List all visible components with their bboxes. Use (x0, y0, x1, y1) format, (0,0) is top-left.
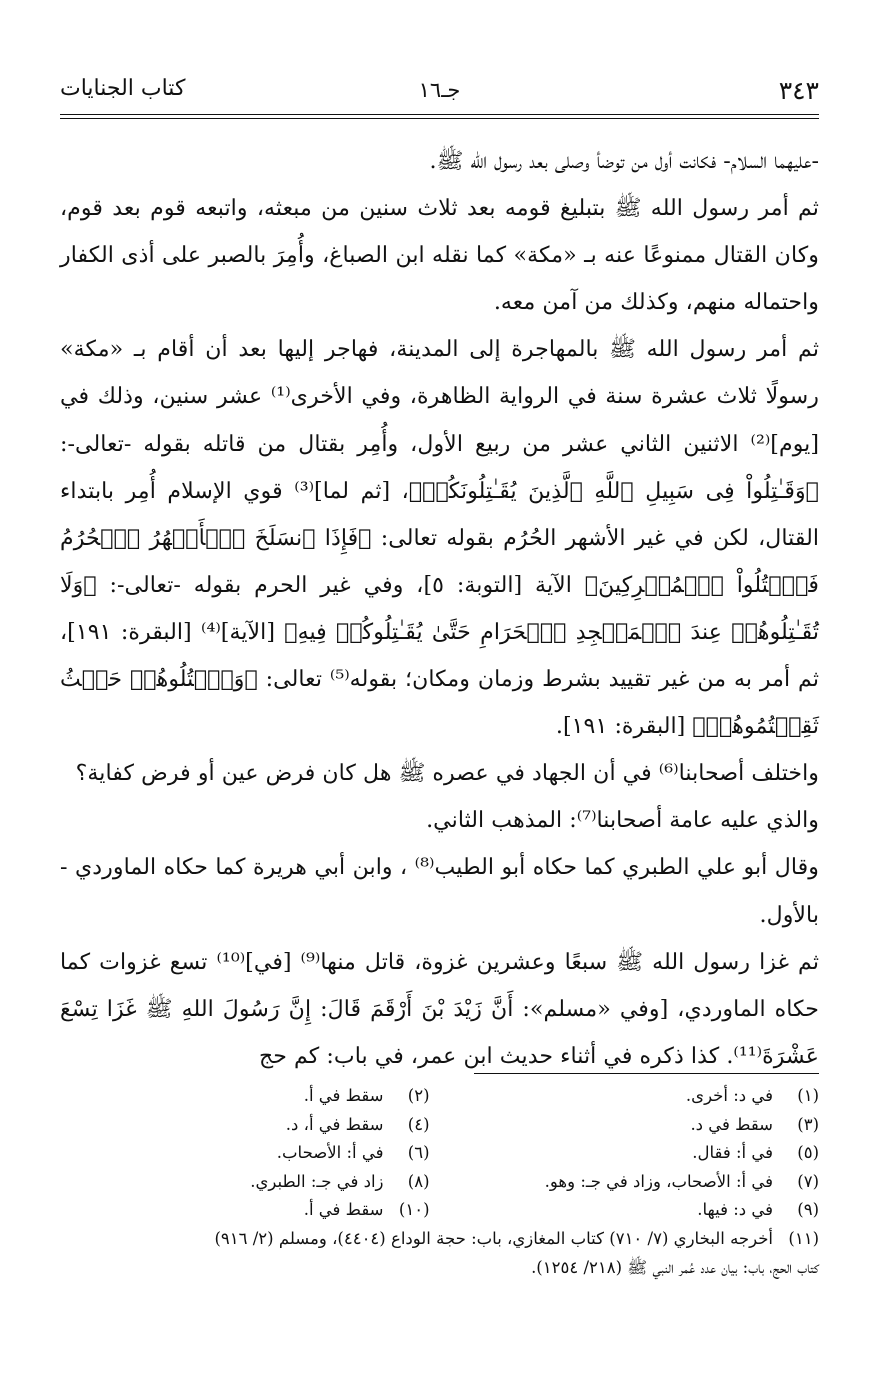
footnote-long (60, 1225, 819, 1254)
book-title: كتاب الجنايات (60, 76, 186, 101)
paragraph: -عليهما السلام- فكانت أول من توضأ وصلى بعد رسول الله ﷺ. (429, 148, 819, 174)
footnote-number: (٥) (797, 1143, 819, 1163)
footnote-text: سقط في أ. (303, 1200, 384, 1220)
footnote (450, 1196, 820, 1225)
footnote (60, 1111, 430, 1140)
paragraph: ثم أمر رسول الله ﷺ بتبليغ قومه بعد ثلاث سنين من مبعثه، واتبعه قوم بعد قوم، وكان القتال ممنوعًا عنه بـ «مكة» كما نقله ابن الصباغ، وأُمِرَ بالصبر على أذى الكفار واحتماله منهم، وكذلك من آمن معه. (60, 195, 819, 316)
footnote-text: كتاب الحج، باب: بيان عدد عُمر النبي ﷺ (٢١٨/ ١٢٥٤). (531, 1257, 819, 1277)
footnote-text: في أ: فقال. (692, 1143, 773, 1163)
main-text (60, 138, 819, 1080)
footnote (450, 1168, 820, 1197)
footnote (60, 1082, 430, 1111)
footnote-number: (٧) (797, 1171, 819, 1191)
footnote-separator (474, 1073, 819, 1074)
paragraph: والذي عليه عامة أصحابنا⁽⁷⁾: المذهب الثاني. (426, 807, 819, 834)
footnote (60, 1168, 430, 1197)
footnote-text: في أ: الأصحاب، وزاد في جـ: وهو. (544, 1171, 773, 1191)
footnote-text: سقط في د. (690, 1114, 773, 1134)
footnote-number: (٢) (407, 1086, 430, 1105)
footnote-number: (١٠) (398, 1200, 430, 1220)
footnote (60, 1139, 430, 1168)
paragraph: ثم غزا رسول الله ﷺ سبعًا وعشرين غزوة، قاتل منها⁽⁹⁾ [في]⁽¹⁰⁾ تسع غزوات كما حكاه الماوردي، [وفي «مسلم»: أَنَّ زَيْدَ بْنَ أَرْقَمَ قَالَ: إِنَّ رَسُولَ اللهِ ﷺ غَزَا تِسْعَ عَشْرَةَ⁽¹¹⁾. كذا ذكره في أثناء حديث ابن عمر، في باب: كم حج (60, 948, 820, 1069)
header-rule-inner (60, 118, 819, 119)
footnote (450, 1111, 820, 1140)
footnote-text: في أ: الأصحاب. (276, 1143, 384, 1163)
footnote-long-continued (60, 1254, 819, 1283)
header-rule (60, 114, 819, 115)
footnote-number: (٨) (407, 1171, 430, 1191)
footnote (60, 1196, 430, 1225)
footnote-text: سقط في أ. (303, 1086, 384, 1105)
footnote-number: (٤) (407, 1114, 430, 1134)
footnote-number: (١١) (788, 1228, 819, 1248)
footnote-grid (60, 1082, 819, 1225)
paragraph: ثم أمر رسول الله ﷺ بالمهاجرة إلى المدينة، فهاجر إليها بعد أن أقام بـ «مكة» رسولًا ثلاث عشرة سنة في الرواية الظاهرة، وفي الأخرى⁽¹⁾ عشر سنين، وذلك في [يوم]⁽²⁾ الاثنين الثاني عشر من ربيع الأول، وأُمِر بقتال من قاتله بقوله -تعالى-: ﴿وَقَـٰتِلُواْ فِى سَبِيلِ ٱللَّهِ ٱلَّذِينَ يُقَـٰتِلُونَكُمۡ﴾، [ثم لما]⁽³⁾ قوي الإسلام أُمِر بابتداء القتال، لكن في غير الأشهر الحُرُم بقوله تعالى: ﴿فَإِذَا ٱنسَلَخَ ٱلۡأَشۡهُرُ ٱلۡحُرُمُ فَٱقۡتُلُواْ ٱلۡمُشۡرِكِينَ﴾ الآية [التوبة: ٥]، وفي غير الحرم بقوله -تعالى-: ﴿وَلَا تُقَـٰتِلُوهُمۡ عِندَ ٱلۡمَسۡجِدِ ٱلۡحَرَامِ حَتَّىٰ يُقَـٰتِلُوكُمۡ فِيهِ﴾ [الآية]⁽⁴⁾ [البقرة: ١٩١]، ثم أمر به من غير تقييد بشرط وزمان ومكان؛ بقوله⁽⁵⁾ تعالى: ﴿وَٱقۡتُلُوهُمۡ حَيۡثُ ثَقِفۡتُمُوهُمۡ﴾ [البقرة: ١٩١]. (60, 336, 819, 740)
footnotes (60, 1082, 819, 1282)
page-number: ٣٤٣ (778, 76, 819, 105)
footnote-text: زاد في جـ: الطبري. (250, 1171, 384, 1191)
footnote-text: سقط في أ، د. (285, 1114, 384, 1134)
footnote (450, 1139, 820, 1168)
volume-label: جـ١٦ (418, 78, 461, 102)
paragraph: واختلف أصحابنا⁽⁶⁾ في أن الجهاد في عصره ﷺ هل كان فرض عين أو فرض كفاية؟ (75, 760, 819, 787)
paragraph: وقال أبو علي الطبري كما حكاه أبو الطيب⁽⁸⁾ ، وابن أبي هريرة كما حكاه الماوردي - بالأول. (60, 854, 819, 928)
footnote-number: (١) (797, 1086, 819, 1105)
running-header (60, 70, 819, 110)
footnote-text: في د: أخرى. (685, 1086, 773, 1105)
footnote-text: في د: فيها. (697, 1200, 773, 1220)
footnote-number: (٦) (407, 1143, 430, 1163)
footnote-text: أخرجه البخاري (٧/ ٧١٠) كتاب المغازي، باب: حجة الوداع (٤٤٠٤)، ومسلم (٢/ ٩١٦) (214, 1228, 773, 1248)
footnote-number: (٣) (797, 1114, 819, 1134)
footnote (450, 1082, 820, 1111)
footnote-number: (٩) (797, 1200, 819, 1220)
